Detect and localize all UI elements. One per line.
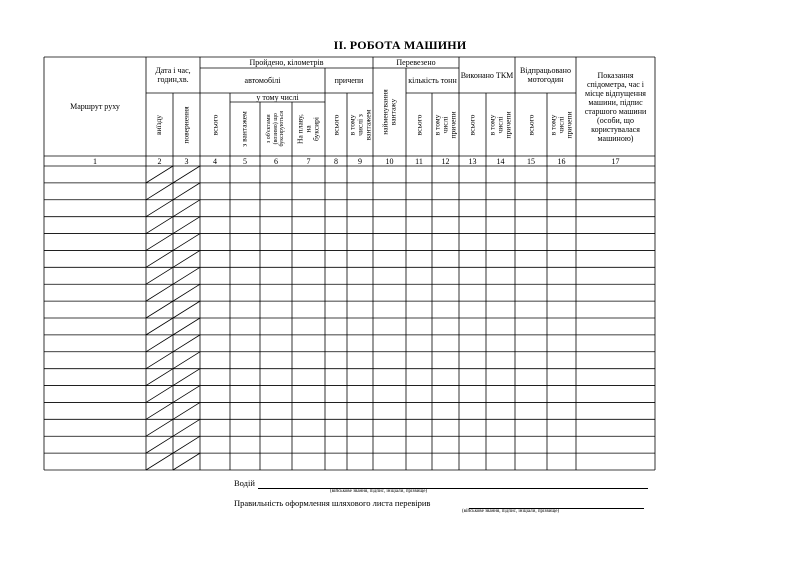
return-slash xyxy=(173,234,200,251)
column-number: 1 xyxy=(93,157,97,166)
header-trailers-total: всього xyxy=(330,114,340,135)
column-number: 10 xyxy=(385,157,394,166)
header-with-cargo: з вантажем xyxy=(240,111,250,147)
departure-slash xyxy=(146,267,173,284)
departure-slash xyxy=(146,234,173,251)
return-slash xyxy=(173,436,200,453)
return-slash xyxy=(173,166,200,183)
return-slash xyxy=(173,335,200,352)
column-number: 16 xyxy=(557,157,566,166)
column-number: 13 xyxy=(468,157,477,166)
column-number: 17 xyxy=(611,157,620,166)
departure-slash xyxy=(146,402,173,419)
header-departure: виїзду xyxy=(154,114,164,135)
departure-slash xyxy=(146,352,173,369)
header-tons-total: всього xyxy=(413,114,423,135)
column-number: 5 xyxy=(243,157,247,166)
return-slash xyxy=(173,217,200,234)
page-title: II. РОБОТА МАШИНИ xyxy=(333,38,467,52)
column-number: 14 xyxy=(496,157,505,166)
header-tkm-trailers: в тому числі причепи xyxy=(487,111,513,138)
departure-slash xyxy=(146,419,173,436)
departure-slash xyxy=(146,436,173,453)
column-number: 9 xyxy=(358,157,362,166)
departure-slash xyxy=(146,166,173,183)
header-cars: автомобілі xyxy=(244,76,281,85)
return-slash xyxy=(173,318,200,335)
departure-slash xyxy=(146,200,173,217)
column-number: 7 xyxy=(306,157,311,166)
column-number: 6 xyxy=(274,157,278,166)
header-tkm-total: всього xyxy=(467,114,477,135)
header-tons-trailers: в тому числі причепи xyxy=(432,111,458,138)
departure-slash xyxy=(146,453,173,470)
header-trailers: причепи xyxy=(334,76,364,85)
header-moto-total: всього xyxy=(525,114,535,135)
header-cargo-name: найменування вантажу xyxy=(380,89,398,135)
return-slash xyxy=(173,386,200,403)
header-moto-trailers: в тому числі причепи xyxy=(548,111,574,138)
return-slash xyxy=(173,200,200,217)
departure-slash xyxy=(146,369,173,386)
checker-hint: (військове звання, підпис, ініціали, прізвище) xyxy=(462,509,560,514)
header-route: Маршрут руху xyxy=(70,102,120,111)
header-km-traveled: Пройдено, кілометрів xyxy=(249,58,324,67)
departure-slash xyxy=(146,284,173,301)
return-slash xyxy=(173,402,200,419)
column-number: 8 xyxy=(334,157,338,166)
header-including: у тому числі xyxy=(256,93,299,102)
return-slash xyxy=(173,267,200,284)
column-number: 4 xyxy=(213,157,217,166)
return-slash xyxy=(173,284,200,301)
header-speedometer: Показання спідометра, час і місце відпущення машини, підпис старшого машини (особи, що користувалася машиною) xyxy=(584,70,647,143)
header-tons: кількість тонн xyxy=(408,76,457,85)
header-cars-total: всього xyxy=(209,114,219,135)
departure-slash xyxy=(146,250,173,267)
header-tkm: Виконано ТКМ xyxy=(460,70,514,80)
return-slash xyxy=(173,369,200,386)
return-slash xyxy=(173,183,200,200)
checked-label: Правильність оформлення шляхового листа перевірив xyxy=(234,498,431,508)
driver-signature-line[interactable] xyxy=(258,488,648,489)
header-return: повернення xyxy=(181,105,191,144)
header-datetime: Дата і час, годин,хв. xyxy=(155,66,191,84)
departure-slash xyxy=(146,335,173,352)
departure-slash xyxy=(146,386,173,403)
departure-slash xyxy=(146,301,173,318)
driver-label: Водій xyxy=(234,478,255,488)
column-number: 15 xyxy=(527,157,535,166)
return-slash xyxy=(173,301,200,318)
return-slash xyxy=(173,453,200,470)
departure-slash xyxy=(146,217,173,234)
departure-slash xyxy=(146,318,173,335)
return-slash xyxy=(173,250,200,267)
column-number: 12 xyxy=(441,157,450,166)
return-slash xyxy=(173,419,200,436)
column-number: 11 xyxy=(415,157,423,166)
return-slash xyxy=(173,352,200,369)
header-afloat: На плаву, на буксирі xyxy=(295,114,321,144)
header-moto-hours: Відпрацьовано мотогодин xyxy=(520,66,571,84)
column-number: 2 xyxy=(157,157,162,166)
departure-slash xyxy=(146,183,173,200)
header-trailers-with-cargo: в тому числі з вантажем xyxy=(347,109,373,140)
header-with-towed: з об'єктами (возимо) що буксируються xyxy=(266,111,286,147)
driver-hint: (військове звання, підпис, ініціали, прізвище) xyxy=(330,489,428,494)
header-transported: Перевезено xyxy=(396,58,436,67)
column-number: 3 xyxy=(184,157,189,166)
